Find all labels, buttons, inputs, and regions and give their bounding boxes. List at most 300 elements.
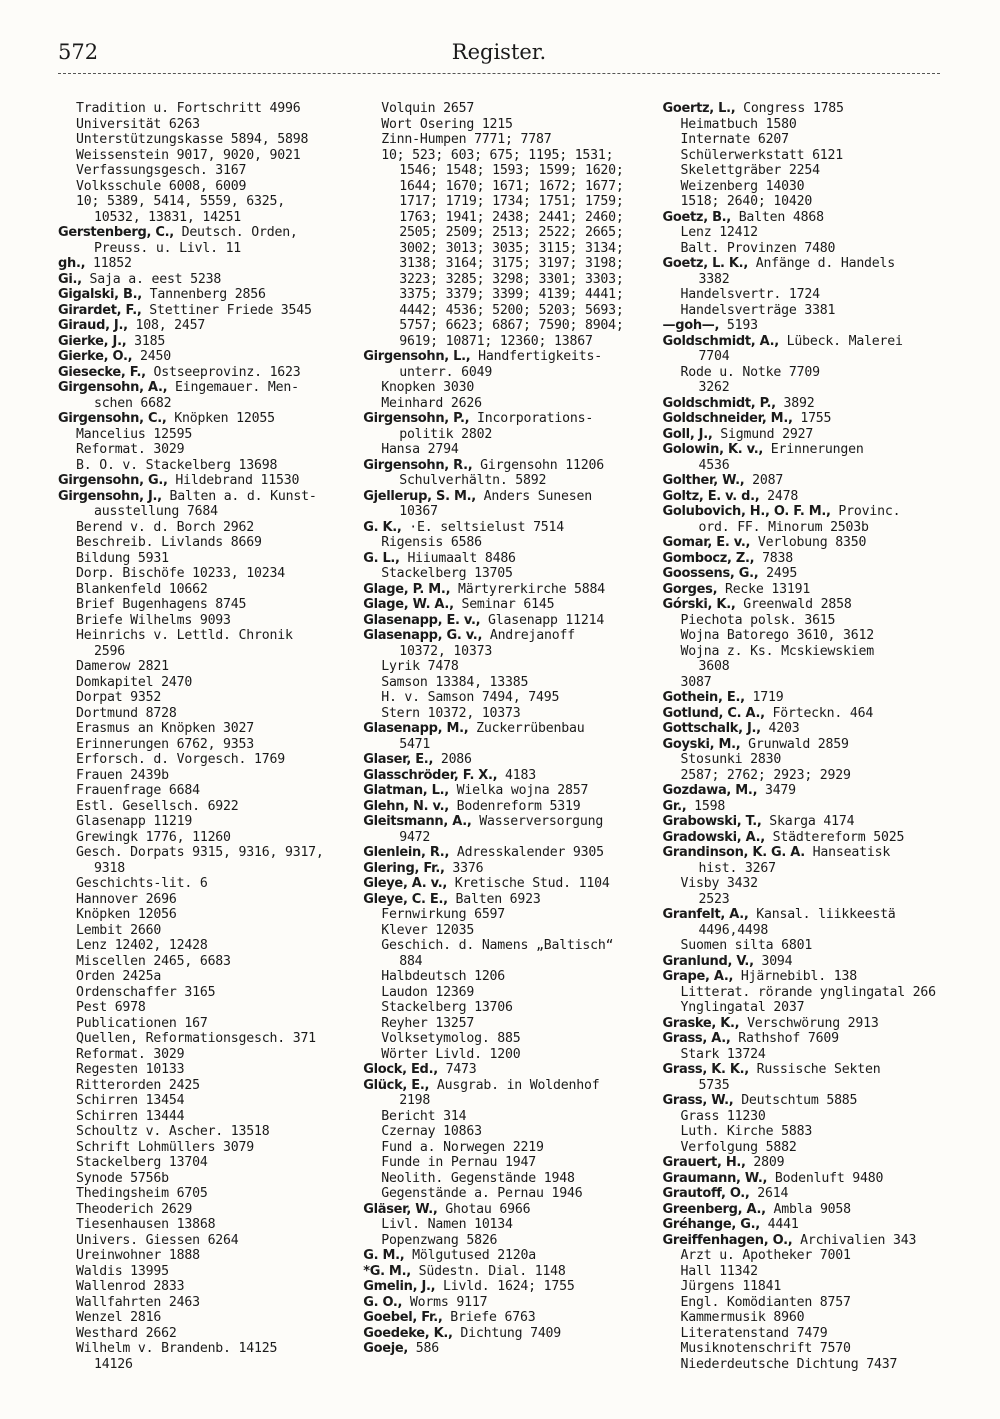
entry-author: Glaser, E., xyxy=(363,752,434,767)
entry-text: 3002; 3013; 3035; 3115; 3134; xyxy=(399,240,624,256)
entry-text: Lembit 2660 xyxy=(76,922,162,938)
entry-author: Goldschneider, M., xyxy=(662,411,793,426)
entry-author: Grass, K. K., xyxy=(662,1062,749,1077)
register-entry xyxy=(663,365,941,381)
register-entry xyxy=(58,1341,355,1357)
entry-text: Klever 12035 xyxy=(381,922,475,938)
register-entry xyxy=(58,1062,355,1078)
entry-text: unterr. 6049 xyxy=(399,364,493,380)
entry-author: Girgensohn, C., xyxy=(58,411,167,426)
entry-author: Gothein, E., xyxy=(662,690,745,705)
register-entry xyxy=(58,1279,355,1295)
register-entry xyxy=(58,287,355,303)
register-entry xyxy=(363,613,654,629)
register-entry xyxy=(363,520,654,536)
register-entry xyxy=(363,985,654,1001)
entry-author: Gmelin, J., xyxy=(363,1279,436,1294)
register-entry xyxy=(663,272,941,288)
entry-author: Grape, A., xyxy=(662,969,734,984)
entry-text: Lenz 12402, 12428 xyxy=(76,938,208,953)
register-entry xyxy=(58,582,355,598)
register-entry xyxy=(663,210,941,226)
entry-text: Wojna Batorego 3610, 3612 xyxy=(680,628,874,643)
register-entry xyxy=(363,1186,654,1202)
register-entry xyxy=(58,628,355,644)
register-entry xyxy=(363,675,654,691)
register-entry xyxy=(663,1031,941,1047)
entry-text: 1763; 1941; 2438; 2441; 2460; xyxy=(399,209,624,225)
entry-text: Eingemauer. Men- xyxy=(167,380,299,395)
entry-text: Glasenapp 11214 xyxy=(480,612,605,628)
entry-text: Schirren 13454 xyxy=(76,1093,185,1108)
register-entry xyxy=(363,830,654,846)
entry-text: Saja a. eest 5238 xyxy=(81,271,222,287)
entry-author: Grass, W., xyxy=(662,1093,734,1108)
register-entry xyxy=(58,814,355,830)
entry-text: Hanseatisk xyxy=(804,845,891,860)
register-entry xyxy=(363,892,654,908)
entry-text: 9472 xyxy=(399,829,431,845)
register-entry xyxy=(58,101,355,117)
register-entry xyxy=(663,597,941,613)
entry-text: 3223; 3285; 3298; 3301; 3303; xyxy=(399,271,624,287)
entry-text: Ynglingatal 2037 xyxy=(680,1000,805,1015)
entry-text: Westhard 2662 xyxy=(76,1325,177,1341)
entry-author: Graumann, W., xyxy=(662,1170,768,1186)
entry-text: 3185 xyxy=(126,333,166,349)
register-entry xyxy=(663,659,941,675)
register-entry xyxy=(663,163,941,179)
register-entry xyxy=(663,830,941,846)
register-entry xyxy=(363,210,654,226)
entry-text: H. v. Samson 7494, 7495 xyxy=(381,690,560,705)
entry-text: Universität 6263 xyxy=(76,116,200,132)
entry-text: Bericht 314 xyxy=(381,1108,467,1124)
register-entry xyxy=(663,675,941,691)
entry-text: 3138; 3164; 3175; 3197; 3198; xyxy=(399,256,624,271)
register-entry xyxy=(663,845,941,861)
entry-text: Reyher 13257 xyxy=(381,1015,475,1031)
entry-text: Heinrichs v. Lettld. Chronik xyxy=(76,628,293,643)
entry-author: Gleitsmann, A., xyxy=(363,814,472,829)
register-entry xyxy=(663,1062,941,1078)
entry-text: Skelettgräber 2254 xyxy=(680,163,820,178)
entry-text: Musiknotenschrift 7570 xyxy=(680,1341,851,1356)
register-entry xyxy=(663,535,941,551)
register-entry xyxy=(58,1031,355,1047)
entry-text: Worms 9117 xyxy=(402,1294,488,1310)
entry-text: Kansal. liikkeestä xyxy=(748,907,896,922)
entry-author: Goldschmidt, P., xyxy=(662,395,776,411)
register-entry xyxy=(58,241,355,257)
register-entry xyxy=(663,1078,941,1094)
register-entry xyxy=(58,1016,355,1032)
entry-author: Glehn, N. v., xyxy=(363,798,449,814)
entry-author: Gombocz, Z., xyxy=(662,550,755,566)
register-entry xyxy=(663,1202,941,1218)
register-entry xyxy=(663,427,941,443)
register-entry xyxy=(363,365,654,381)
register-entry xyxy=(663,303,941,319)
entry-text: B. O. v. Stackelberg 13698 xyxy=(76,457,278,473)
register-entry xyxy=(663,1000,941,1016)
entry-text: Schirren 13444 xyxy=(76,1108,185,1124)
register-entry xyxy=(663,923,941,939)
register-entry xyxy=(363,644,654,660)
register-entry xyxy=(363,163,654,179)
entry-text: 3892 xyxy=(775,395,815,411)
entry-text: Wasserversorgung xyxy=(471,814,604,829)
entry-text: Erasmus an Knöpken 3027 xyxy=(76,721,255,736)
register-entry xyxy=(663,473,941,489)
register-entry xyxy=(58,721,355,737)
register-entry xyxy=(663,256,941,272)
entry-text: Dichtung 7409 xyxy=(452,1325,562,1341)
register-entry xyxy=(58,365,355,381)
entry-text: Bildung 5931 xyxy=(76,550,169,566)
entry-text: 2505; 2509; 2513; 2522; 2665; xyxy=(399,225,624,240)
register-entry xyxy=(363,1310,654,1326)
entry-text: Thedingsheim 6705 xyxy=(76,1186,208,1201)
register-entry xyxy=(663,628,941,644)
page-number: 572 xyxy=(58,40,99,64)
entry-author: Greiffenhagen, O., xyxy=(662,1232,793,1248)
register-entry xyxy=(58,768,355,784)
entry-text: 108, 2457 xyxy=(127,318,206,333)
register-entry xyxy=(363,923,654,939)
entry-text: Kammermusik 8960 xyxy=(680,1310,805,1325)
register-entry xyxy=(663,1264,941,1280)
register-entry xyxy=(58,318,355,334)
register-entry xyxy=(363,768,654,784)
entry-text: 4442; 4536; 5200; 5203; 5693; xyxy=(399,302,624,318)
entry-author: Gotlund, C. A., xyxy=(662,705,765,721)
register-entry xyxy=(58,861,355,877)
register-entry xyxy=(363,303,654,319)
entry-author: Gottschalk, J., xyxy=(662,721,761,736)
entry-text: Frauenfrage 6684 xyxy=(76,783,200,798)
register-entry xyxy=(58,256,355,272)
entry-author: Graske, K., xyxy=(662,1015,740,1031)
entry-text: Verschwörung 2913 xyxy=(739,1015,879,1031)
entry-text: 4441 xyxy=(759,1217,799,1232)
entry-author: Golubovich, H., O. F. M., xyxy=(662,504,831,519)
entry-author: gh., xyxy=(58,256,86,271)
entry-author: Gierke, O., xyxy=(58,349,133,364)
entry-text: Fernwirkung 6597 xyxy=(381,907,506,922)
register-entry xyxy=(663,690,941,706)
entry-text: 2614 xyxy=(749,1186,789,1201)
entry-text: 3376 xyxy=(444,860,484,876)
entry-author: Girardet, F., xyxy=(58,302,142,318)
register-entry xyxy=(363,1233,654,1249)
register-entry xyxy=(58,1357,355,1373)
register-entry xyxy=(58,566,355,582)
entry-text: Volksschule 6008, 6009 xyxy=(76,178,247,194)
register-entry xyxy=(58,427,355,443)
register-entry xyxy=(663,613,941,629)
register-entry xyxy=(363,380,654,396)
register-entry xyxy=(663,1171,941,1187)
register-entry xyxy=(663,783,941,799)
entry-author: G. L., xyxy=(363,550,400,566)
entry-text: Dortmund 8728 xyxy=(76,705,177,721)
register-entry xyxy=(58,969,355,985)
register-entry xyxy=(363,628,654,644)
entry-text: 5735 xyxy=(698,1077,730,1093)
register-entry xyxy=(363,907,654,923)
entry-text: Heimatbuch 1580 xyxy=(680,116,797,132)
register-entry xyxy=(663,225,941,241)
entry-author: Goebel, Fr., xyxy=(363,1310,443,1325)
register-entry xyxy=(58,1310,355,1326)
entry-text: Internate 6207 xyxy=(680,132,789,147)
entry-text: Volksetymolog. 885 xyxy=(381,1031,521,1046)
register-entry xyxy=(363,690,654,706)
entry-author: Girgensohn, L., xyxy=(363,349,471,364)
entry-author: —goh—, xyxy=(662,318,720,333)
entry-text: Handelsvertr. 1724 xyxy=(680,287,820,302)
entry-author: Goeje, xyxy=(363,1341,409,1356)
register-entry xyxy=(58,938,355,954)
entry-text: Erinnerungen 6762, 9353 xyxy=(76,736,255,752)
entry-text: Volquin 2657 xyxy=(381,101,475,116)
entry-text: 5757; 6623; 6867; 7590; 8904; xyxy=(399,318,624,333)
entry-text: Gegenstände a. Pernau 1946 xyxy=(381,1186,583,1201)
register-entry xyxy=(363,566,654,582)
register-entry xyxy=(663,396,941,412)
entry-text: Russische Sekten xyxy=(748,1062,881,1077)
register-entry xyxy=(363,179,654,195)
entry-text: 2495 xyxy=(758,566,798,581)
register-entry xyxy=(58,551,355,567)
entry-author: Gozdawa, M., xyxy=(662,783,758,798)
register-entry xyxy=(363,101,654,117)
column-3 xyxy=(663,101,941,1372)
register-entry xyxy=(363,489,654,505)
entry-text: Arzt u. Apotheker 7001 xyxy=(680,1248,851,1263)
register-entry xyxy=(58,1326,355,1342)
entry-text: 1546; 1548; 1593; 1599; 1620; xyxy=(399,163,624,178)
entry-author: Girgensohn, R., xyxy=(363,457,473,473)
register-entry xyxy=(663,287,941,303)
entry-text: 2450 xyxy=(132,349,171,364)
register-entry xyxy=(58,675,355,691)
register-entry xyxy=(363,504,654,520)
entry-text: Bodenluft 9480 xyxy=(767,1170,884,1186)
entry-text: Publicationen 167 xyxy=(76,1015,208,1031)
register-entry xyxy=(363,1140,654,1156)
entry-text: 3094 xyxy=(753,953,793,969)
register-entry xyxy=(363,1124,654,1140)
entry-text: Reformat. 3029 xyxy=(76,1046,185,1062)
register-entry xyxy=(663,892,941,908)
entry-text: Congress 1785 xyxy=(735,101,844,116)
entry-text: Recke 13191 xyxy=(717,581,811,597)
entry-text: Wilhelm v. Brandenb. 14125 xyxy=(76,1341,278,1356)
entry-text: Unterstützungskasse 5894, 5898 xyxy=(76,132,309,147)
register-entry xyxy=(58,225,355,241)
register-entry xyxy=(58,892,355,908)
register-entry xyxy=(363,597,654,613)
entry-text: Schrift Lohmüllers 3079 xyxy=(76,1139,255,1155)
register-entry xyxy=(58,194,355,210)
entry-text: Rathshof 7609 xyxy=(730,1031,839,1046)
entry-text: 2523 xyxy=(698,891,730,907)
entry-text: Livl. Namen 10134 xyxy=(381,1217,513,1232)
column-1 xyxy=(58,101,355,1372)
register-entry xyxy=(363,1000,654,1016)
entry-author: *G. M., xyxy=(363,1263,411,1279)
entry-text: Estl. Gesellsch. 6922 xyxy=(76,798,239,814)
register-entry xyxy=(58,132,355,148)
entry-text: Hiiumaalt 8486 xyxy=(399,550,516,566)
entry-author: Girgensohn, P., xyxy=(363,411,470,426)
entry-text: Regesten 10133 xyxy=(76,1062,185,1077)
entry-text: Erforsch. d. Vorgesch. 1769 xyxy=(76,752,285,767)
entry-author: Gjellerup, S. M., xyxy=(363,488,476,504)
entry-text: Theoderich 2629 xyxy=(76,1201,193,1217)
entry-text: 10532, 13831, 14251 xyxy=(94,209,242,225)
entry-text: Laudon 12369 xyxy=(381,984,475,1000)
entry-text: Ausgrab. in Woldenhof xyxy=(429,1077,600,1093)
entry-author: G. O., xyxy=(363,1294,403,1310)
register-entry xyxy=(663,411,941,427)
entry-author: Goedeke, K., xyxy=(363,1325,453,1341)
register-entry xyxy=(363,1047,654,1063)
register-entry xyxy=(363,1279,654,1295)
entry-text: Rigensis 6586 xyxy=(381,535,482,550)
register-entry xyxy=(58,1078,355,1094)
entry-text: Balten 4868 xyxy=(730,209,824,225)
register-entry xyxy=(363,334,654,350)
entry-text: 1717; 1719; 1734; 1751; 1759; xyxy=(399,194,624,209)
entry-text: Balten a. d. Kunst- xyxy=(161,488,317,504)
entry-text: Univers. Giessen 6264 xyxy=(76,1232,239,1248)
register-entry xyxy=(363,1341,654,1357)
entry-text: Erinnerungen xyxy=(763,442,864,457)
entry-text: Provinc. xyxy=(830,504,901,519)
entry-text: Zuckerrübenbau xyxy=(468,721,585,736)
entry-text: Greenwald 2858 xyxy=(735,597,852,612)
register-entry xyxy=(58,659,355,675)
register-entry xyxy=(663,954,941,970)
entry-text: Geschich. d. Namens „Baltisch“ xyxy=(381,938,614,953)
entry-author: Glasenapp, E. v., xyxy=(363,612,481,628)
register-entry xyxy=(58,985,355,1001)
entry-text: Incorporations- xyxy=(469,411,594,426)
entry-text: 1518; 2640; 10420 xyxy=(680,194,813,209)
entry-text: Bodenreform 5319 xyxy=(448,798,581,814)
entry-author: Gleye, A. v., xyxy=(363,876,448,891)
register-entry xyxy=(363,349,654,365)
register-entry xyxy=(663,566,941,582)
entry-author: Giesecke, F., xyxy=(58,364,146,380)
entry-text: 3375; 3379; 3399; 4139; 4441; xyxy=(399,287,624,302)
register-entry xyxy=(663,985,941,1001)
register-entry xyxy=(663,861,941,877)
register-entry xyxy=(363,1062,654,1078)
entry-text: Knöpken 12055 xyxy=(166,411,275,426)
entry-text: Piechota polsk. 3615 xyxy=(680,612,836,628)
register-entry xyxy=(663,1248,941,1264)
entry-text: Hjärnebibl. 138 xyxy=(733,969,857,984)
entry-author: Górski, K., xyxy=(662,597,736,612)
entry-author: G. K., xyxy=(363,519,402,535)
register-entry xyxy=(58,783,355,799)
entry-text: Jürgens 11841 xyxy=(680,1279,782,1294)
register-entry xyxy=(58,690,355,706)
register-entry xyxy=(58,1109,355,1125)
register-entry xyxy=(663,489,941,505)
register-entry xyxy=(363,551,654,567)
entry-text: Verfassungsgesch. 3167 xyxy=(76,163,247,178)
register-entry xyxy=(363,1248,654,1264)
register-entry xyxy=(663,194,941,210)
register-entry xyxy=(363,737,654,753)
entry-text: 2198 xyxy=(399,1093,431,1108)
register-entry xyxy=(663,1155,941,1171)
entry-text: 3382 xyxy=(698,271,730,287)
entry-author: Glock, Ed., xyxy=(363,1062,438,1077)
entry-text: Waldis 13995 xyxy=(76,1263,169,1279)
entry-text: 2596 xyxy=(94,643,125,659)
register-entry xyxy=(363,1171,654,1187)
register-entry xyxy=(663,1109,941,1125)
entry-text: Förteckn. 464 xyxy=(764,705,874,721)
entry-text: Livld. 1624; 1755 xyxy=(435,1279,575,1294)
entry-author: Glasenapp, G. v., xyxy=(363,628,483,643)
header-rule xyxy=(58,73,940,74)
entry-text: Tannenberg 2856 xyxy=(141,287,266,302)
entry-text: Frauen 2439b xyxy=(76,767,169,783)
register-entry xyxy=(58,179,355,195)
register-entry xyxy=(663,876,941,892)
register-entry xyxy=(663,938,941,954)
entry-text: 9619; 10871; 12360; 13867 xyxy=(399,333,593,349)
entry-text: ·E. seltsielust 7514 xyxy=(401,519,565,535)
register-entry xyxy=(363,225,654,241)
register-entry xyxy=(58,830,355,846)
register-entry xyxy=(663,1217,941,1233)
register-entry xyxy=(58,210,355,226)
register-entry xyxy=(363,148,654,164)
register-entry xyxy=(663,349,941,365)
entry-text: Literatenstand 7479 xyxy=(680,1325,828,1341)
entry-text: 2086 xyxy=(433,752,472,767)
register-entry xyxy=(363,442,654,458)
entry-text: Briefe Wilhelms 9093 xyxy=(76,612,231,628)
entry-text: Meinhard 2626 xyxy=(381,395,482,411)
register-entry xyxy=(58,907,355,923)
entry-author: Glasschröder, F. X., xyxy=(363,767,498,783)
entry-author: Girgensohn, A., xyxy=(58,380,168,395)
entry-text: Mancelius 12595 xyxy=(76,426,193,442)
entry-text: Dorp. Bischöfe 10233, 10234 xyxy=(76,566,285,581)
entry-text: Zinn-Humpen 7771; 7787 xyxy=(381,132,552,147)
entry-text: Domkapitel 2470 xyxy=(76,674,193,690)
register-entry xyxy=(363,721,654,737)
register-entry xyxy=(58,1140,355,1156)
register-entry xyxy=(58,1186,355,1202)
entry-author: Grabowski, T., xyxy=(662,814,762,829)
register-entry xyxy=(363,427,654,443)
entry-text: 2587; 2762; 2923; 2929 xyxy=(680,767,851,783)
entry-text: Knopken 3030 xyxy=(381,380,475,395)
entry-author: Goetz, L. K., xyxy=(662,256,748,271)
entry-text: Stern 10372, 10373 xyxy=(381,705,521,721)
entry-text: Funde in Pernau 1947 xyxy=(381,1155,536,1170)
